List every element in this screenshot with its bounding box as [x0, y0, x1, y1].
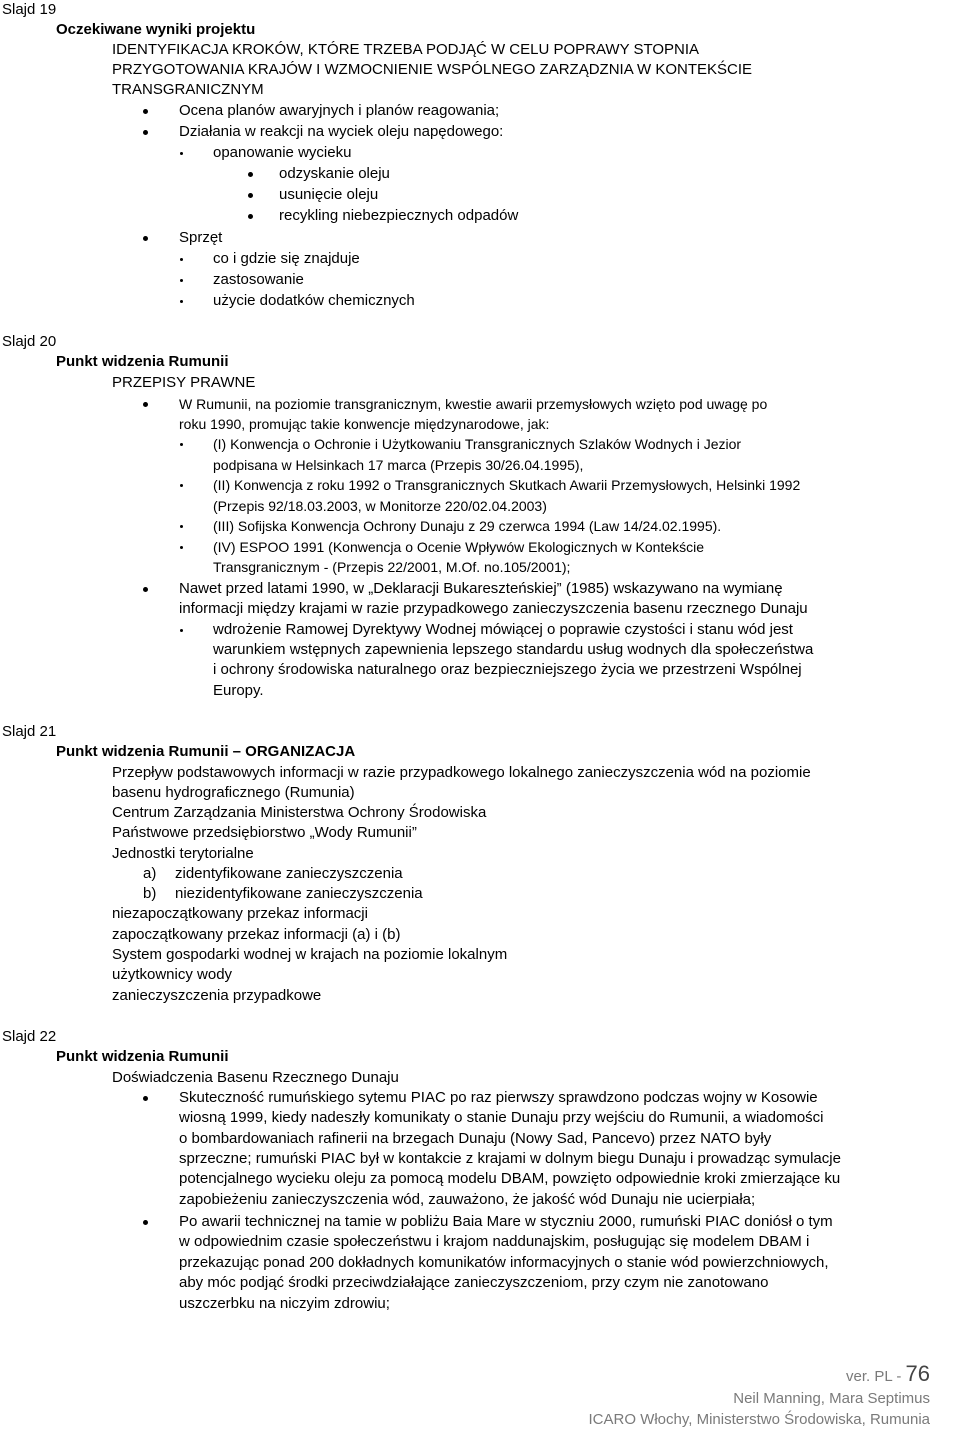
bullet-icon: [180, 152, 183, 155]
bullet-icon: [180, 525, 183, 528]
bullet-icon: [180, 279, 183, 282]
bullet-icon: [180, 629, 183, 632]
bullet-icon: [180, 443, 183, 446]
bullet-icon: [180, 258, 183, 261]
bullet-icon: [248, 214, 253, 219]
page-number: [846, 1361, 930, 1387]
bullet-icon: [143, 587, 148, 592]
bullet-icon: [143, 1220, 148, 1225]
bullet-icon: [143, 109, 148, 114]
bullet-icon: [180, 300, 183, 303]
bullet-icon: [180, 484, 183, 487]
version-label: ver. PL -: [846, 1368, 902, 1385]
bullet-icon: [248, 193, 253, 198]
bullet-icon: [143, 130, 148, 135]
bullet-icon: [248, 172, 253, 177]
bullet-icon: [143, 402, 148, 407]
page-number-value: 76: [905, 1361, 930, 1386]
bullet-icon: [180, 546, 183, 549]
footer-organization: ICARO Włochy, Ministerstwo Środowiska, Rumunia: [588, 1411, 930, 1428]
bullet-icon: [143, 236, 148, 241]
footer-authors: Neil Manning, Mara Septimus: [733, 1390, 930, 1407]
bullet-icon: [143, 1096, 148, 1101]
